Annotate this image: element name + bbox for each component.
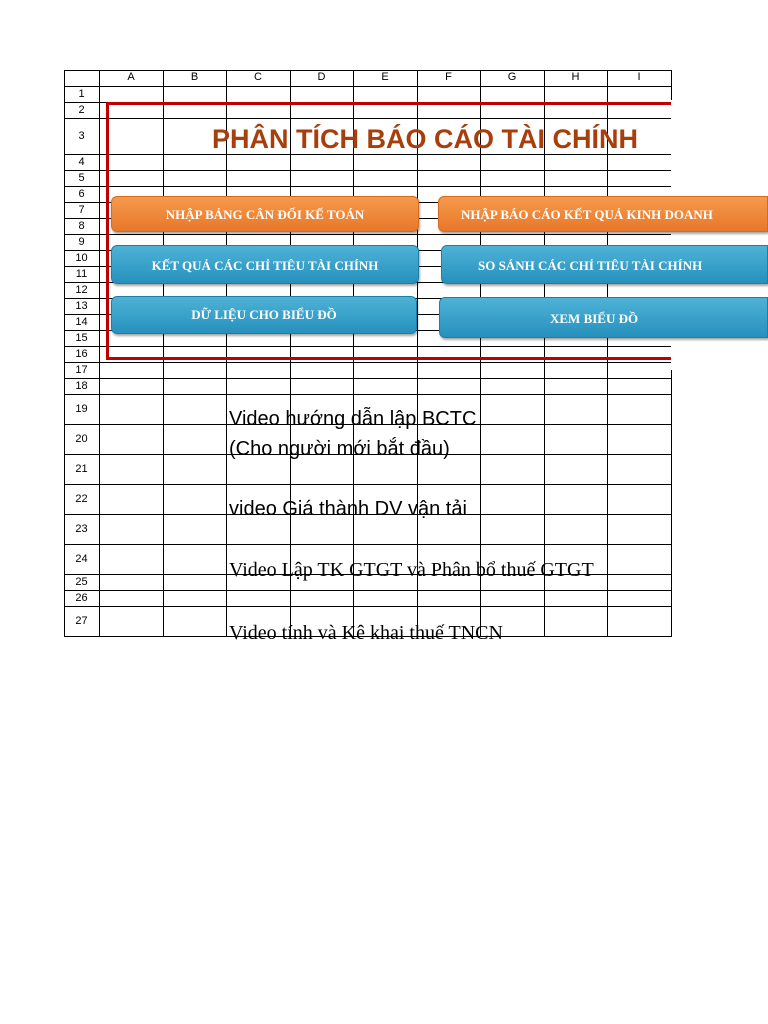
video-gtgt-link[interactable]: Video Lập TK GTGT và Phân bổ thuế GTGT [229, 559, 594, 581]
row-header-5[interactable]: 5 [78, 172, 85, 184]
row-header-6[interactable]: 6 [78, 188, 85, 200]
row-header-24[interactable]: 24 [75, 553, 88, 565]
row-header-7[interactable]: 7 [78, 204, 85, 216]
row-header-1[interactable]: 1 [78, 88, 85, 100]
row-header-20[interactable]: 20 [75, 433, 88, 445]
grid-hline [64, 590, 672, 591]
column-header-c[interactable]: C [254, 71, 262, 83]
row-header-27[interactable]: 27 [75, 615, 88, 627]
grid-hline [64, 544, 672, 545]
column-header-i[interactable]: I [637, 71, 641, 83]
chart-data-button[interactable]: DỮ LIỆU CHO BIỂU ĐỒ [111, 296, 417, 334]
grid-hline [64, 484, 672, 485]
row-header-17[interactable]: 17 [75, 364, 88, 376]
row-header-12[interactable]: 12 [75, 284, 88, 296]
row-header-16[interactable]: 16 [75, 348, 88, 360]
grid-hline [64, 394, 672, 395]
row-header-2[interactable]: 2 [78, 104, 85, 116]
row-header-19[interactable]: 19 [75, 403, 88, 415]
video-bctc-link[interactable]: Video hướng dẫn lập BCTC [229, 408, 477, 430]
row-header-26[interactable]: 26 [75, 592, 88, 604]
grid-hline [64, 362, 672, 363]
page-title: PHÂN TÍCH BÁO CÁO TÀI CHÍNH [212, 124, 638, 154]
column-header-e[interactable]: E [381, 71, 389, 83]
row-header-3[interactable]: 3 [78, 130, 85, 142]
grid-hline [64, 86, 672, 87]
view-chart-button[interactable]: XEM BIỂU ĐỒ [439, 297, 768, 338]
column-header-g[interactable]: G [507, 71, 517, 83]
row-header-25[interactable]: 25 [75, 576, 88, 588]
row-header-10[interactable]: 10 [75, 252, 88, 264]
column-header-d[interactable]: D [317, 71, 326, 83]
row-header-21[interactable]: 21 [75, 463, 88, 475]
row-header-8[interactable]: 8 [78, 220, 85, 232]
column-header-a[interactable]: A [127, 71, 135, 83]
input-income-statement-button[interactable]: NHẬP BÁO CÁO KẾT QUẢ KINH DOANH [438, 196, 768, 232]
row-header-4[interactable]: 4 [78, 156, 85, 168]
row-header-23[interactable]: 23 [75, 523, 88, 535]
grid-hline [64, 378, 672, 379]
column-header-b[interactable]: B [190, 71, 199, 83]
row-header-9[interactable]: 9 [78, 236, 85, 248]
financial-indicators-result-button[interactable]: KẾT QUẢ CÁC CHỈ TIÊU TÀI CHÍNH [111, 245, 419, 284]
compare-indicators-button[interactable]: SO SÁNH CÁC CHỈ TIÊU TÀI CHÍNH [441, 245, 768, 284]
column-header-f[interactable]: F [445, 71, 452, 83]
row-header-15[interactable]: 15 [75, 332, 88, 344]
video-gia-thanh-link[interactable]: video Giá thành DV vận tải [229, 498, 467, 520]
row-header-18[interactable]: 18 [75, 380, 88, 392]
row-header-13[interactable]: 13 [75, 300, 88, 312]
row-header-14[interactable]: 14 [75, 316, 88, 328]
grid-hline [64, 606, 672, 607]
column-header-h[interactable]: H [571, 71, 580, 83]
row-header-11[interactable]: 11 [75, 268, 88, 280]
video-tncn-link[interactable]: Video tính và Kê khai thuế TNCN [229, 622, 503, 644]
input-balance-sheet-button[interactable]: NHẬP BẢNG CÂN ĐỐI KẾ TOÁN [111, 196, 419, 232]
video-bctc-subtitle[interactable]: (Cho người mới bắt đầu) [229, 438, 450, 460]
row-header-22[interactable]: 22 [75, 493, 88, 505]
